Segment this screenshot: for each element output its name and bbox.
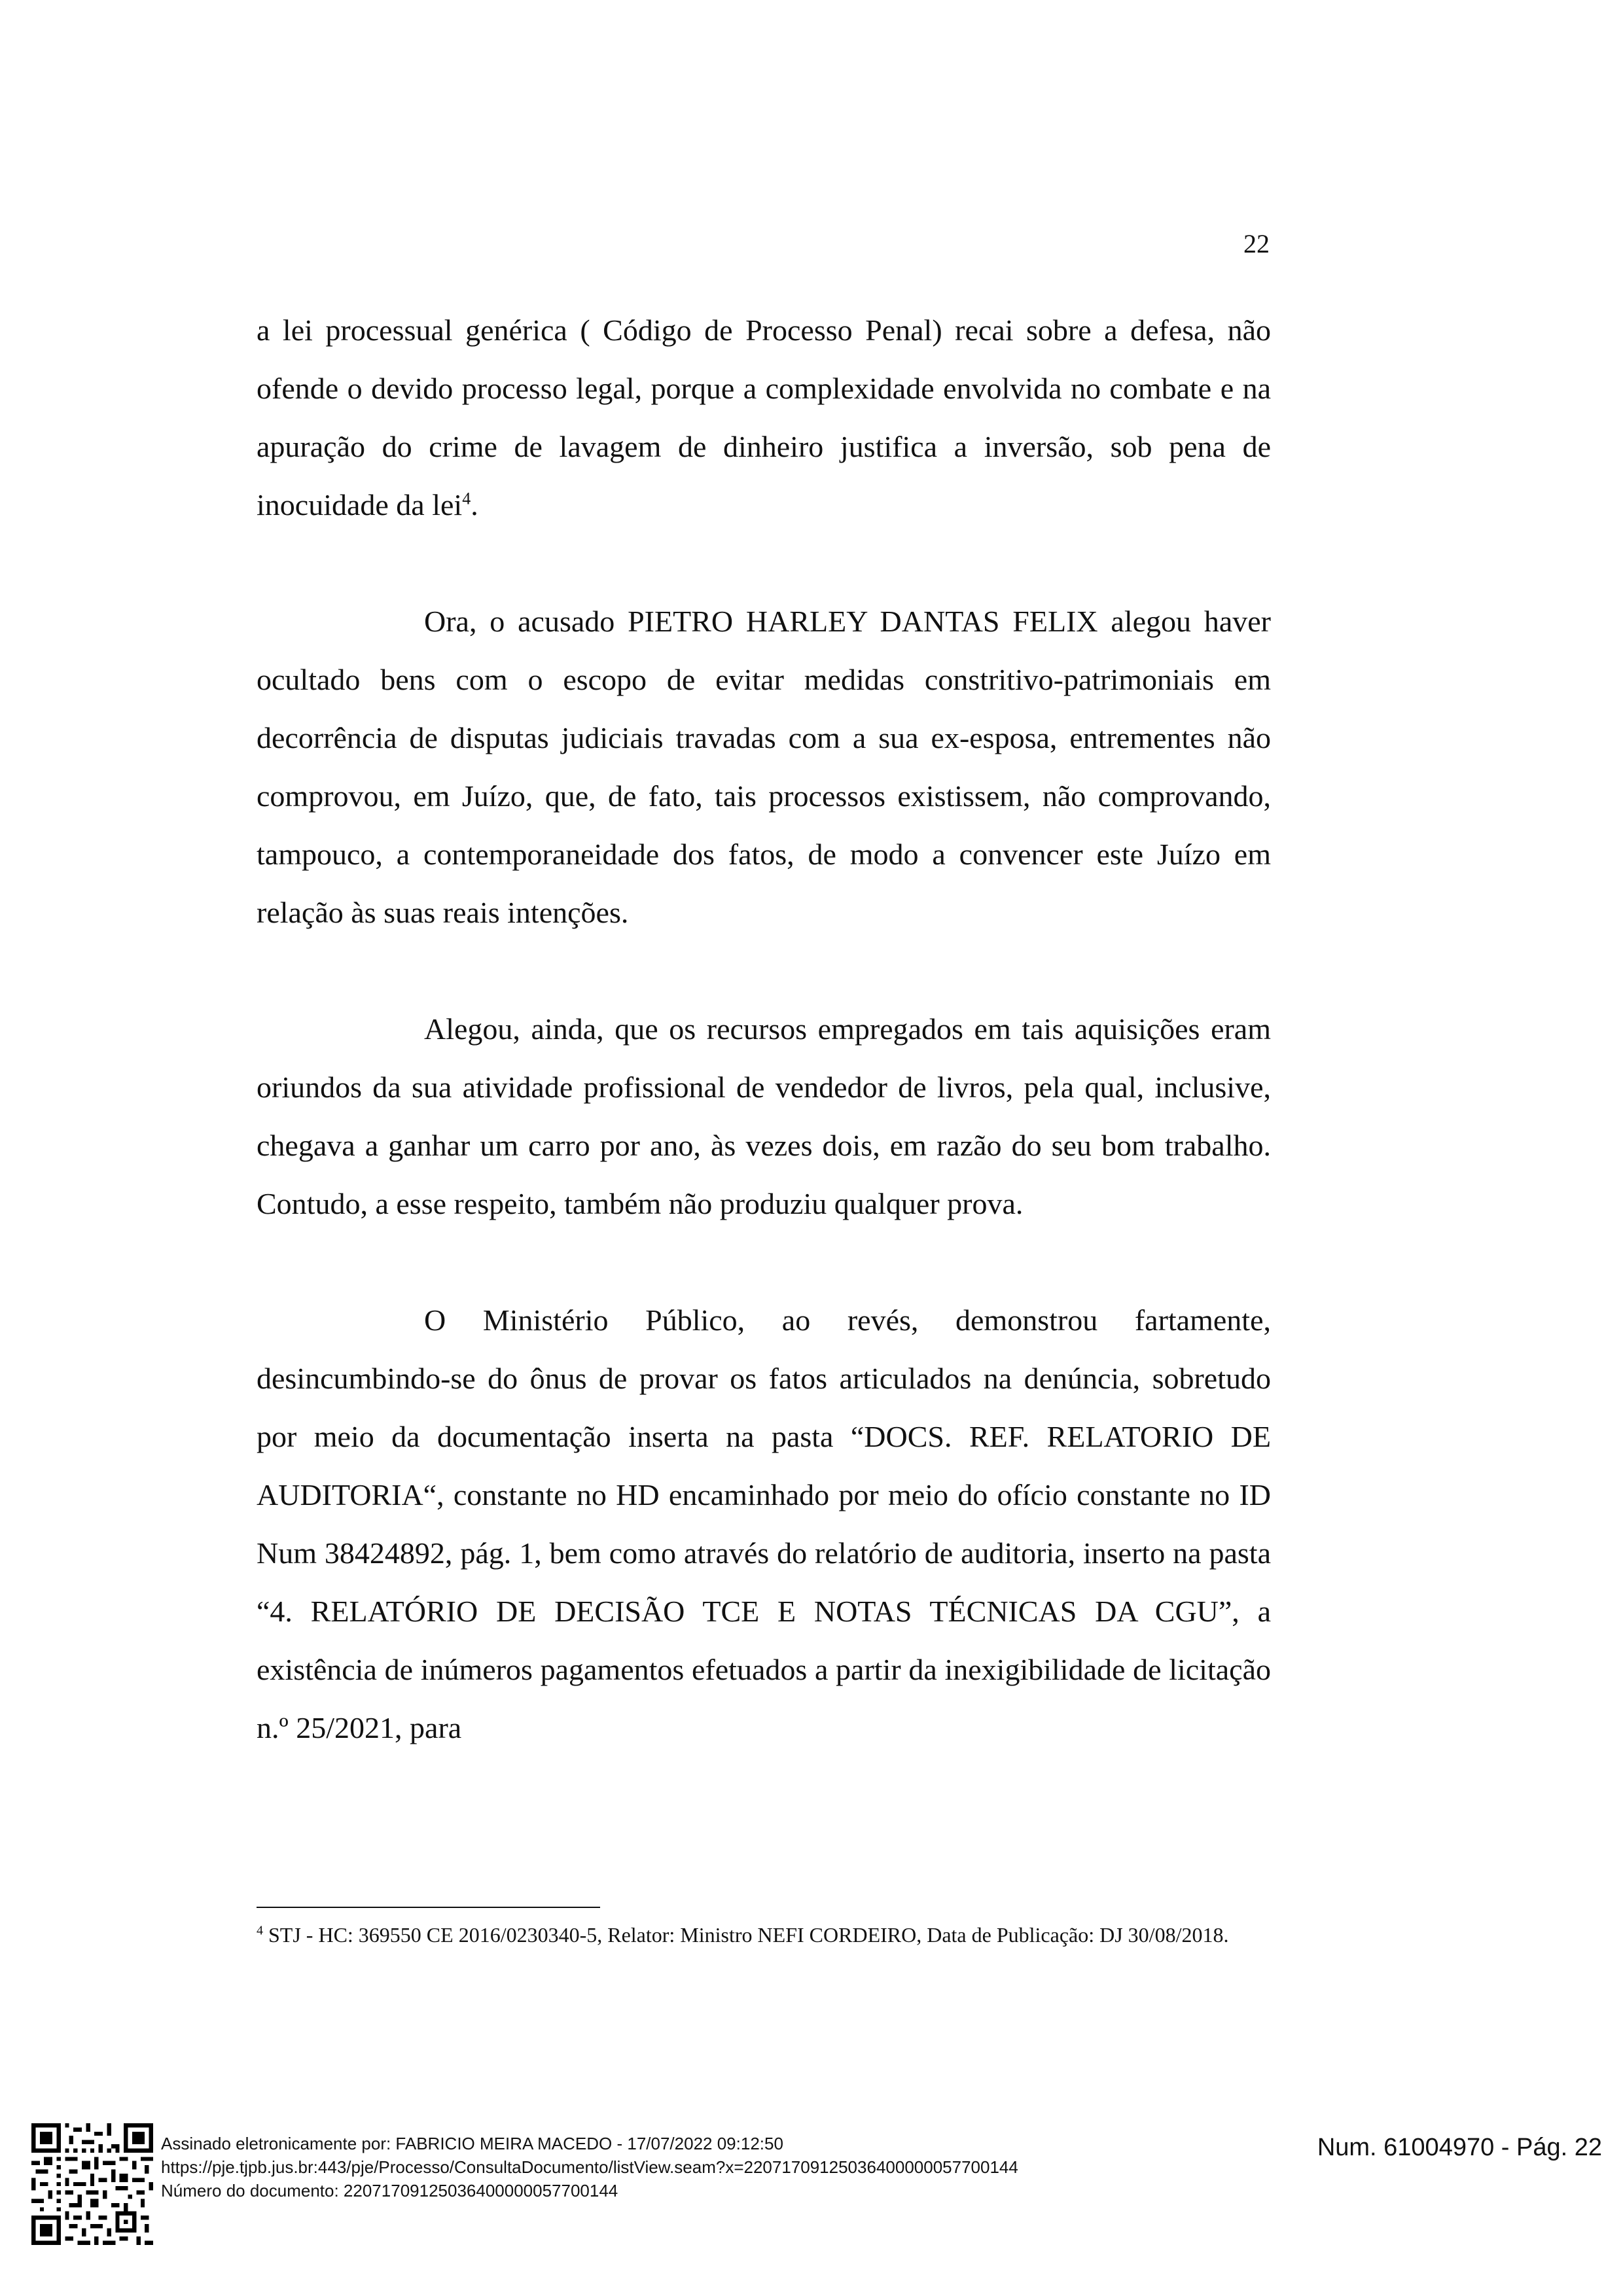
document-body	[257, 301, 1271, 1757]
verification-url[interactable]: https://pje.tjpb.jus.br:443/pje/Processo/ConsultaDocumento/listView.seam?x=22071709125036400000057700144	[161, 2157, 1018, 2177]
document-reference: Num. 61004970 - Pág. 22	[1317, 2134, 1602, 2161]
footnote-divider	[257, 1907, 600, 1908]
paragraph-3: Alegou, ainda, que os recursos empregados em tais aquisições eram oriundos da sua atividade profissional de vendedor de livros, pela qual, inclusive, chegava a ganhar um carro por ano, às vezes dois, em razão do seu bom trabalho. Contudo, a esse respeito, também não produziu qualquer prova.	[257, 1012, 1271, 1220]
signature-stamp	[161, 2132, 1018, 2202]
qr-code-icon[interactable]	[31, 2123, 153, 2245]
paragraph-1-text: a lei processual genérica ( Código de Processo Penal) recai sobre a defesa, não ofende o devido processo legal, porque a complexidade envolvida no combate e na apuração do crime de lavagem de dinheiro justifica a inversão, sob pena de inocuidade da lei	[257, 313, 1271, 521]
paragraph-1-end: .	[471, 488, 478, 521]
footnote	[257, 1922, 1271, 1947]
document-number-line: Número do documento: 22071709125036400000057700144	[161, 2181, 618, 2200]
paragraph-1	[257, 301, 1271, 534]
signed-by-line: Assinado eletronicamente por: FABRICIO MEIRA MACEDO - 17/07/2022 09:12:50	[161, 2134, 783, 2153]
footnote-number: 4	[257, 1923, 263, 1938]
footnote-reference[interactable]: 4	[462, 489, 471, 508]
page-number: 22	[1243, 229, 1270, 258]
footnote-text: STJ - HC: 369550 CE 2016/0230340-5, Relator: Ministro NEFI CORDEIRO, Data de Publicação: DJ 30/08/2018.	[263, 1923, 1229, 1947]
paragraph-2: Ora, o acusado PIETRO HARLEY DANTAS FELIX alegou haver ocultado bens com o escopo de evitar medidas constritivo-patrimoniais em decorrência de disputas judiciais travadas com a sua ex-esposa, entrementes não comprovou, em Juízo, que, de fato, tais processos existissem, não comprovando, tampouco, a contemporaneidade dos fatos, de modo a convencer este Juízo em relação às suas reais intenções.	[257, 605, 1271, 929]
paragraph-4: O Ministério Público, ao revés, demonstrou fartamente, desincumbindo-se do ônus de provar os fatos articulados na denúncia, sobretudo por meio da documentação inserta na pasta “DOCS. REF. RELATORIO DE AUDITORIA“, constante no HD encaminhado por meio do ofício constante no ID Num 38424892, pág. 1, bem como através do relatório de auditoria, inserto na pasta “4. RELATÓRIO DE DECISÃO TCE E NOTAS TÉCNICAS DA CGU”, a existência de inúmeros pagamentos efetuados a partir da inexigibilidade de licitação n.º 25/2021, para	[257, 1303, 1271, 1744]
